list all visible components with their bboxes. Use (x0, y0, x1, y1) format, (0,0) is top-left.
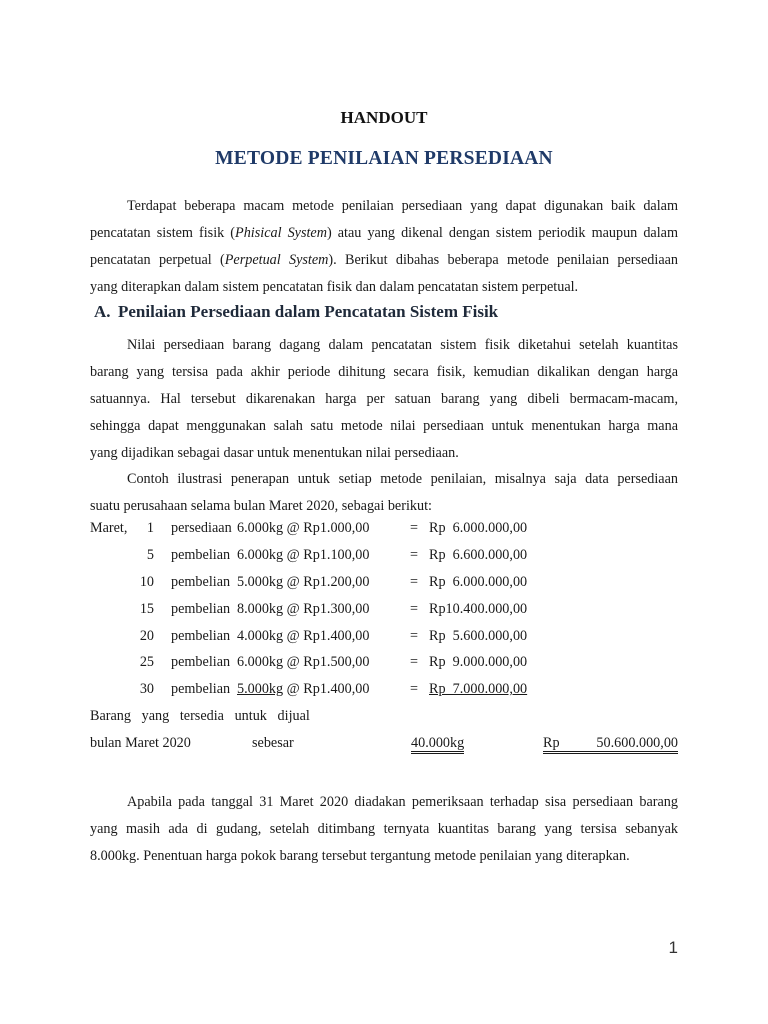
row-amount: Rp 9.000.000,00 (429, 654, 528, 670)
row-qty: 5.000kg (237, 574, 284, 590)
row-equals: = (410, 574, 419, 590)
row-qty: 8.000kg (237, 601, 284, 617)
row-price: @ Rp1.400,00 (286, 628, 370, 644)
row-equals: = (410, 654, 419, 670)
row-qty-price (237, 654, 369, 671)
row-equals: = (410, 628, 419, 644)
row-qty-price (237, 601, 369, 618)
intro-line-3: pencatatan perpetual (Perpetual System). Berikut dibahas beberapa metode penilaian persediaan (90, 252, 679, 268)
paragraph-line: sehingga dapat menggunakan salah satu metode nilai persediaan untuk menentukan harga mana (90, 418, 678, 434)
row-day: 30 (139, 681, 154, 697)
paragraph-line: Contoh ilustrasi penerapan untuk setiap metode penilaian, misalnya saja data persediaan (127, 471, 678, 487)
row-amount: Rp10.400.000,00 (429, 601, 528, 617)
section-title: Penilaian Persediaan dalam Pencatatan Sistem Fisik (118, 302, 499, 321)
paragraph-line: suatu perusahaan selama bulan Maret 2020, sebagai berikut: (90, 498, 432, 514)
row-qty: 5.000kg (237, 681, 284, 697)
row-qty-price (237, 520, 369, 537)
paragraph-line: Nilai persediaan barang dagang dalam pencatatan sistem fisik diketahui setelah kuantitas (127, 337, 678, 353)
row-amount: Rp 6.000.000,00 (429, 574, 528, 590)
row-day: 5 (146, 547, 154, 563)
row-desc: pembelian (171, 601, 231, 617)
row-price: @ Rp1.300,00 (286, 601, 370, 617)
row-price: @ Rp1.500,00 (286, 654, 370, 670)
row-qty: 6.000kg (237, 654, 284, 670)
intro-paragraph (90, 193, 678, 301)
row-price: @ Rp1.000,00 (286, 520, 370, 536)
row-qty-price (237, 628, 369, 645)
row-price: @ Rp1.400,00 (286, 681, 370, 697)
row-price: @ Rp1.100,00 (286, 547, 370, 563)
total-period: bulan Maret 2020 (90, 735, 191, 751)
row-qty: 6.000kg (237, 547, 284, 563)
page-title: METODE PENILAIAN PERSEDIAAN (215, 148, 553, 169)
row-desc: persediaan (171, 520, 232, 536)
row-day: 1 (146, 520, 154, 536)
intro-line: Terdapat beberapa macam metode penilaian persediaan yang dapat digunakan baik dalam (127, 198, 678, 214)
total-amount: 50.600.000,00 (596, 735, 678, 751)
row-desc: pembelian (171, 547, 231, 563)
paragraph-line: yang dijadikan sebagai dasar untuk menentukan nilai persediaan. (90, 445, 459, 461)
row-desc: pembelian (171, 654, 231, 670)
row-amount: Rp 7.000.000,00 (429, 681, 528, 697)
paragraph-line: satuannya. Hal tersebut dikarenakan harga per satuan barang yang dibeli bermacam-macam, (90, 391, 678, 407)
total-sebesar: sebesar (252, 735, 294, 751)
row-desc: pembelian (171, 628, 231, 644)
total-qty: 40.000kg (411, 735, 464, 754)
row-amount: Rp 5.600.000,00 (429, 628, 528, 644)
row-equals: = (410, 601, 419, 617)
row-amount: Rp 6.600.000,00 (429, 547, 528, 563)
row-desc: pembelian (171, 574, 231, 590)
row-qty: 4.000kg (237, 628, 284, 644)
month-label: Maret, (90, 520, 128, 536)
section-heading (94, 302, 498, 322)
section-letter: A. (94, 302, 111, 321)
row-desc: pembelian (171, 681, 231, 697)
intro-line: yang diterapkan dalam sistem pencatatan fisik dan dalam pencatatan sistem perpetual. (90, 279, 579, 295)
paragraph-line: 8.000kg. Penentuan harga pokok barang tersebut tergantung metode penilaian yang diterapkan. (90, 848, 630, 864)
closing-paragraph (90, 789, 678, 870)
intro-line-2: pencatatan sistem fisik (Phisical System) atau yang dikenal dengan sistem periodik maupun dalam (90, 225, 678, 241)
row-price: @ Rp1.200,00 (286, 574, 370, 590)
paragraph-line: barang yang tersisa pada akhir periode dihitung secara fisik, kemudian dikalikan dengan harga (90, 364, 678, 380)
total-amount-box (543, 735, 678, 754)
row-qty-price (237, 681, 369, 698)
row-qty-price (237, 547, 369, 564)
row-qty-price (237, 574, 369, 591)
total-label: Barang yang tersedia untuk dijual (90, 708, 310, 724)
section-paragraph-2 (90, 466, 678, 520)
row-day: 15 (139, 601, 154, 617)
row-equals: = (410, 547, 419, 563)
handout-label: HANDOUT (340, 108, 428, 127)
total-row (90, 735, 678, 762)
row-equals: = (410, 520, 419, 536)
page-number: 1 (668, 938, 678, 957)
row-equals: = (410, 681, 419, 697)
section-paragraph-1 (90, 332, 678, 467)
row-day: 25 (139, 654, 154, 670)
paragraph-line: Apabila pada tanggal 31 Maret 2020 diadakan pemeriksaan terhadap sisa persediaan barang (127, 794, 678, 810)
row-day: 10 (139, 574, 154, 590)
row-amount: Rp 6.000.000,00 (429, 520, 528, 536)
total-currency: Rp (543, 735, 560, 751)
row-qty: 6.000kg (237, 520, 284, 536)
paragraph-line: yang masih ada di gudang, setelah ditimbang ternyata kuantitas barang yang tersisa sebanyak (90, 821, 678, 837)
row-day: 20 (139, 628, 154, 644)
